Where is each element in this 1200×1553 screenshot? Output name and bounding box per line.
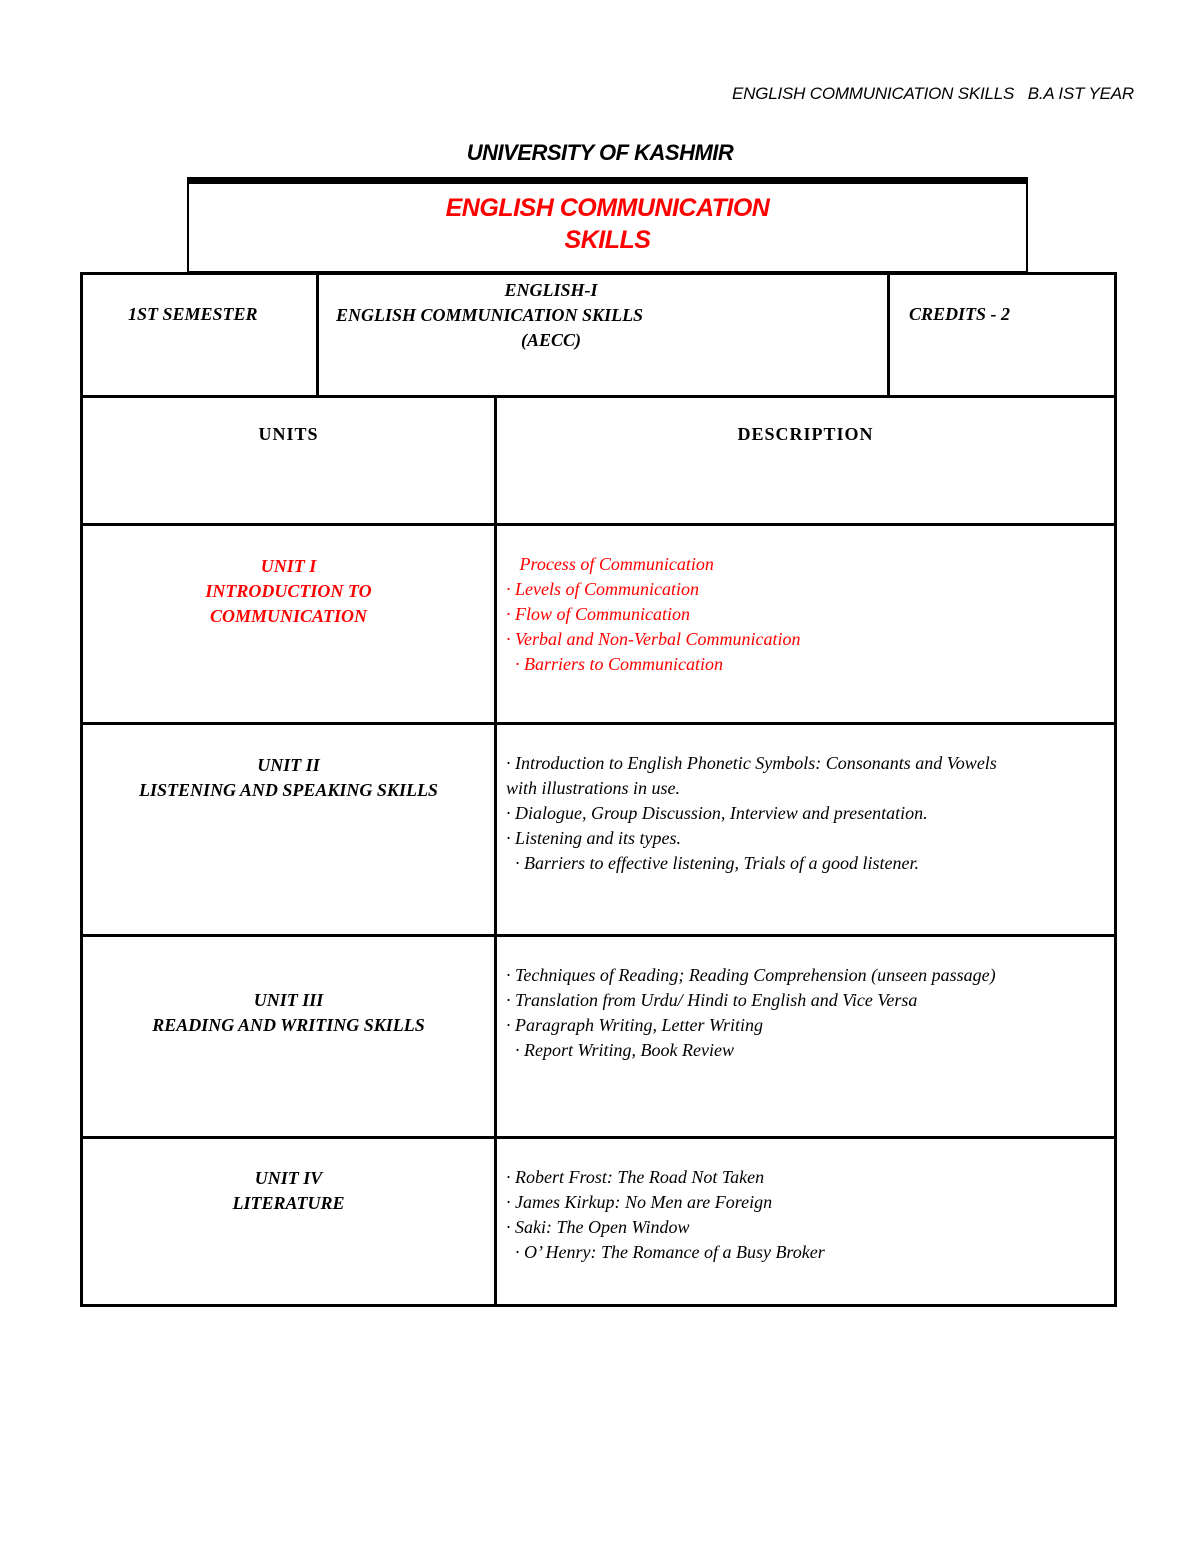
running-header: ENGLISH COMMUNICATION SKILLS B.A IST YEAR <box>731 84 1134 103</box>
unit-3-description <box>506 963 1110 1063</box>
unit-4-description <box>506 1165 1110 1265</box>
list-item: · Flow of Communication <box>506 604 690 624</box>
course-title <box>189 192 1026 256</box>
unit-2-description <box>506 751 1110 876</box>
course-name-line3: (AECC) <box>520 330 581 350</box>
list-item: · Translation from Urdu/ Hindi to English and Vice Versa <box>506 990 918 1010</box>
unit-4-name-line1: LITERATURE <box>232 1193 345 1213</box>
unit-4-number: UNIT IV <box>254 1168 323 1188</box>
course-title-line1: ENGLISH COMMUNICATION <box>445 194 770 222</box>
row-divider <box>80 722 1117 725</box>
unit-1-number: UNIT I <box>260 556 317 576</box>
list-item: · Barriers to Communication <box>506 654 724 674</box>
unit-1-description <box>506 552 1106 677</box>
unit-1-name-line1: INTRODUCTION TO <box>205 581 372 601</box>
unit-2-name-line1: LISTENING AND SPEAKING SKILLS <box>139 780 438 800</box>
course-name-line1: ENGLISH-I <box>504 280 598 300</box>
semester-label: 1ST SEMESTER <box>128 304 258 324</box>
units-column-header: UNITS <box>258 424 319 444</box>
list-item: · Barriers to effective listening, Trials of a good listener. <box>506 853 919 873</box>
list-item: with illustrations in use. <box>506 778 681 798</box>
unit-4-title <box>83 1166 494 1216</box>
course-name-line2: ENGLISH COMMUNICATION SKILLS <box>336 305 644 325</box>
description-column-header: DESCRIPTION <box>737 424 874 444</box>
list-item: · Levels of Communication <box>506 579 699 599</box>
unit-2-number: UNIT II <box>257 755 320 775</box>
divider <box>887 272 890 398</box>
list-item: Process of Communication <box>506 554 714 574</box>
list-item: · Paragraph Writing, Letter Writing <box>506 1015 764 1035</box>
row-divider <box>80 1136 1117 1139</box>
row-divider <box>80 523 1117 526</box>
list-item: · Robert Frost: The Road Not Taken <box>506 1167 765 1187</box>
row-divider <box>80 934 1117 937</box>
list-item: · Listening and its types. <box>506 828 681 848</box>
unit-3-title <box>83 988 494 1038</box>
list-item: · Verbal and Non-Verbal Communication <box>506 629 801 649</box>
course-title-line2: SKILLS <box>564 226 651 254</box>
list-item: · O’ Henry: The Romance of a Busy Broker <box>506 1242 825 1262</box>
list-item: · James Kirkup: No Men are Foreign <box>506 1192 773 1212</box>
unit-2-title <box>83 753 494 803</box>
list-item: · Dialogue, Group Discussion, Interview and presentation. <box>506 803 928 823</box>
divider <box>316 272 319 398</box>
list-item: · Report Writing, Book Review <box>506 1040 734 1060</box>
course-title-box <box>187 177 1028 273</box>
list-item: · Introduction to English Phonetic Symbols: Consonants and Vowels <box>506 753 997 773</box>
list-item: · Techniques of Reading; Reading Comprehension (unseen passage) <box>506 965 996 985</box>
unit-1-name-line2: COMMUNICATION <box>209 606 368 626</box>
divider <box>494 395 497 1307</box>
unit-1-title <box>83 554 494 629</box>
university-title: UNIVERSITY OF KASHMIR <box>466 140 734 165</box>
unit-3-number: UNIT III <box>253 990 324 1010</box>
credits-label: CREDITS - 2 <box>909 304 1011 324</box>
course-name <box>336 278 766 353</box>
list-item: · Saki: The Open Window <box>506 1217 690 1237</box>
unit-3-name-line1: READING AND WRITING SKILLS <box>152 1015 425 1035</box>
